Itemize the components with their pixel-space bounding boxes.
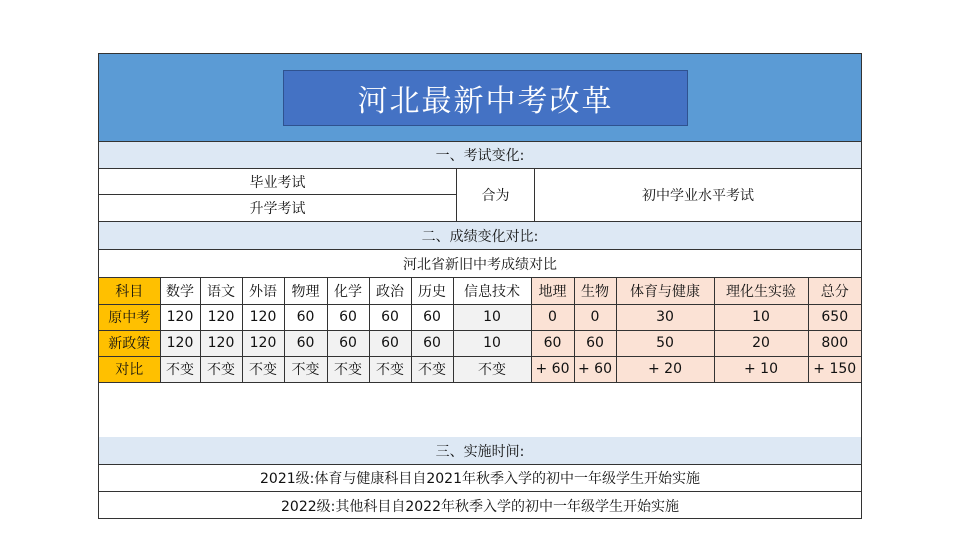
title-band bbox=[99, 54, 861, 142]
section-exam-change: 一、考试变化: bbox=[99, 142, 861, 169]
table-cell: 50 bbox=[616, 330, 714, 356]
row-label: 原中考 bbox=[99, 304, 160, 330]
table-cell: 不变 bbox=[284, 356, 327, 382]
table-cell: 30 bbox=[616, 304, 714, 330]
table-cell: 60 bbox=[327, 304, 369, 330]
timeline-2021: 2021级:体育与健康科目自2021年秋季入学的初中一年级学生开始实施 bbox=[99, 465, 861, 492]
header-cell: 历史 bbox=[411, 278, 453, 304]
page-title: 河北最新中考改革 bbox=[283, 70, 688, 126]
table-cell: 60 bbox=[284, 330, 327, 356]
timeline-2022: 2022级:其他科目自2022年秋季入学的初中一年级学生开始实施 bbox=[281, 498, 679, 515]
exam-change-block bbox=[99, 169, 861, 222]
table-cell: 不变 bbox=[369, 356, 411, 382]
table-cell: 不变 bbox=[200, 356, 242, 382]
table-cell: 60 bbox=[327, 330, 369, 356]
table-cell: 不变 bbox=[327, 356, 369, 382]
table-cell: + 20 bbox=[616, 356, 714, 382]
table-cell: 120 bbox=[242, 330, 284, 356]
header-cell: 信息技术 bbox=[453, 278, 531, 304]
header-cell: 语文 bbox=[200, 278, 242, 304]
table-cell: 不变 bbox=[242, 356, 284, 382]
table-cell: 60 bbox=[411, 330, 453, 356]
table-cell: 10 bbox=[453, 330, 531, 356]
graduation-exam-label: 毕业考试 bbox=[99, 169, 456, 195]
table-cell: 10 bbox=[714, 304, 808, 330]
header-cell: 数学 bbox=[160, 278, 200, 304]
table-cell: 120 bbox=[200, 330, 242, 356]
table-cell: 0 bbox=[574, 304, 616, 330]
header-cell: 物理 bbox=[284, 278, 327, 304]
table-cell: + 60 bbox=[531, 356, 574, 382]
table-cell: 不变 bbox=[453, 356, 531, 382]
header-cell: 外语 bbox=[242, 278, 284, 304]
header-cell: 地理 bbox=[531, 278, 574, 304]
score-comparison-table bbox=[99, 278, 861, 383]
table-cell: 120 bbox=[242, 304, 284, 330]
table-cell: 20 bbox=[714, 330, 808, 356]
header-cell: 科目 bbox=[99, 278, 160, 304]
result-exam-label: 初中学业水平考试 bbox=[534, 169, 861, 221]
table-cell: 120 bbox=[160, 304, 200, 330]
table-cell: 60 bbox=[574, 330, 616, 356]
table-row bbox=[99, 304, 861, 330]
table-cell: 60 bbox=[369, 304, 411, 330]
header-cell: 总分 bbox=[808, 278, 861, 304]
table-cell: 不变 bbox=[411, 356, 453, 382]
header-cell: 理化生实验 bbox=[714, 278, 808, 304]
table-cell: + 10 bbox=[714, 356, 808, 382]
header-cell: 化学 bbox=[327, 278, 369, 304]
header-cell: 政治 bbox=[369, 278, 411, 304]
header-cell: 体育与健康 bbox=[616, 278, 714, 304]
table-cell: 60 bbox=[284, 304, 327, 330]
table-cell: + 60 bbox=[574, 356, 616, 382]
row-label: 新政策 bbox=[99, 330, 160, 356]
section-score-change: 二、成绩变化对比: bbox=[99, 222, 861, 250]
row-label: 对比 bbox=[99, 356, 160, 382]
header-cell: 生物 bbox=[574, 278, 616, 304]
table-cell: 60 bbox=[411, 304, 453, 330]
table-cell: 10 bbox=[453, 304, 531, 330]
table-cell: 120 bbox=[160, 330, 200, 356]
table-header-row bbox=[99, 278, 861, 304]
table-title: 河北省新旧中考成绩对比 bbox=[99, 250, 861, 278]
table-cell: 60 bbox=[531, 330, 574, 356]
merge-label: 合为 bbox=[456, 169, 534, 221]
table-cell: 120 bbox=[200, 304, 242, 330]
reform-sheet bbox=[98, 53, 862, 519]
entrance-exam-label: 升学考试 bbox=[249, 201, 306, 217]
section-implementation: 三、实施时间: bbox=[99, 437, 861, 465]
table-row bbox=[99, 356, 861, 382]
table-cell: 不变 bbox=[160, 356, 200, 382]
table-cell: 800 bbox=[808, 330, 861, 356]
table-cell: 60 bbox=[369, 330, 411, 356]
table-cell: 0 bbox=[531, 304, 574, 330]
table-cell: 650 bbox=[808, 304, 861, 330]
table-cell: + 150 bbox=[808, 356, 861, 382]
table-row bbox=[99, 330, 861, 356]
